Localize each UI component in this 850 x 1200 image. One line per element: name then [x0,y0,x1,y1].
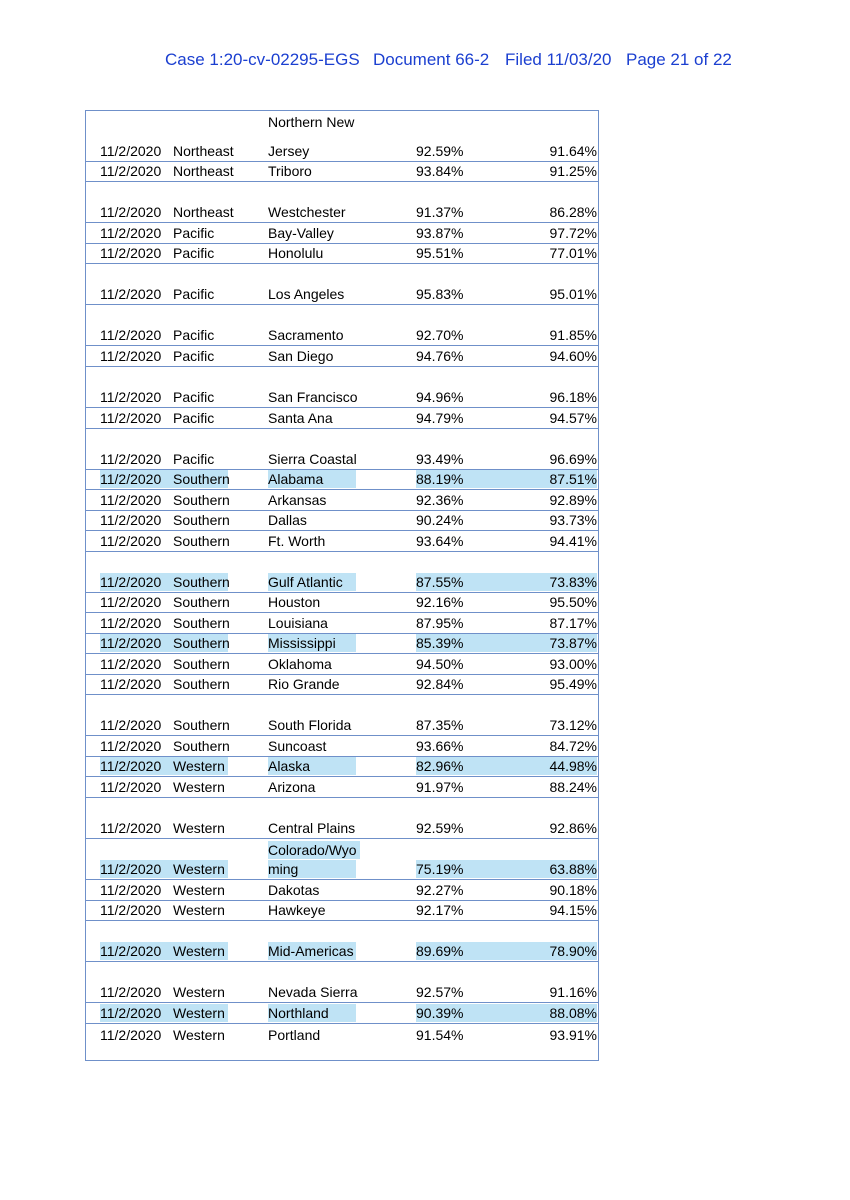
table-row [86,470,598,490]
percent-cell-2: 97.72% [549,225,597,241]
table-row [86,264,598,305]
filed-date: Filed 11/03/20 [505,50,612,69]
district-cell: San Diego [268,348,334,364]
table-row [86,921,598,962]
table-row [86,901,598,921]
district-cell: San Francisco [268,389,358,405]
area-cell: Pacific [173,410,215,426]
table-row [86,511,598,531]
district-cell: Northland [268,1004,356,1022]
date-cell: 11/2/2020 [100,470,173,488]
area-cell: Western [173,757,228,775]
table-row [86,839,598,880]
percent-cell-2: 94.60% [549,348,597,364]
area-cell: Northeast [173,204,234,220]
table-row [86,162,598,182]
district-cell: Oklahoma [268,656,332,672]
percent-cell-2: 73.83% [549,574,597,590]
table-row [86,367,598,408]
date-cell: 11/2/2020 [100,656,162,672]
table-row [86,346,598,367]
page-number: Page 21 of 22 [626,50,732,69]
percent-cell-2: 87.17% [549,615,597,631]
district-cell: Triboro [268,163,312,179]
percent-cell-1: 92.36% [416,492,464,508]
percent-cell-2: 91.16% [549,984,597,1000]
data-table [85,110,599,1061]
district-cell: ming [268,860,356,878]
percent-cell-1: 93.87% [416,225,464,241]
area-cell: Southern [173,635,230,651]
percent-cell-2: 96.18% [549,389,597,405]
percent-cell-2: 84.72% [549,738,597,754]
percent-cell-2: 92.86% [549,820,597,836]
date-cell: 11/2/2020 [100,860,173,878]
percent-cell-1: 90.39% [416,1004,597,1022]
percent-cell-1: 94.50% [416,656,464,672]
area-cell: Western [173,860,228,878]
percent-cell-1: 95.51% [416,245,464,261]
date-cell: 11/2/2020 [100,573,173,591]
district-cell: Mid-Americas [268,942,356,960]
area-cell: Pacific [173,286,215,302]
date-cell: 11/2/2020 [100,942,173,960]
area-cell: Pacific [173,451,215,467]
date-cell: 11/2/2020 [100,615,162,631]
district-cell: Bay-Valley [268,225,334,241]
percent-cell-1: 87.95% [416,615,464,631]
area-cell: Southern [173,738,230,754]
area-cell: Western [173,820,225,836]
area-cell: Pacific [173,348,215,364]
district-cell: Portland [268,1027,321,1043]
district-cell: Gulf Atlantic [268,573,356,591]
percent-cell-1: 87.35% [416,717,464,733]
area-cell: Southern [173,676,230,692]
district-cell: Hawkeye [268,902,326,918]
percent-cell-1: 89.69% [416,942,597,960]
area-cell: Northeast [173,143,234,159]
percent-cell-2: 87.51% [549,471,597,487]
percent-cell-1: 92.59% [416,820,464,836]
percent-cell-2: 86.28% [549,204,597,220]
percent-cell-1: 87.55% [416,573,597,591]
area-cell: Southern [173,656,230,672]
percent-cell-1: 82.96% [416,757,597,775]
date-cell: 11/2/2020 [100,286,162,302]
percent-cell-2: 78.90% [549,943,597,959]
percent-cell-1: 92.27% [416,882,464,898]
area-cell: Western [173,984,225,1000]
area-cell: Southern [173,471,230,487]
table-row [86,757,598,777]
percent-cell-2: 95.49% [549,676,597,692]
district-cell: Rio Grande [268,676,340,692]
percent-cell-1: 92.17% [416,902,464,918]
percent-cell-2: 90.18% [549,882,597,898]
district-cell-line1: Colorado/Wyo [268,841,360,859]
table-row [86,593,598,613]
percent-cell-2: 95.01% [549,286,597,302]
document-header [0,50,850,72]
percent-cell-2: 95.50% [549,594,597,610]
district-cell: Jersey [268,143,310,159]
date-cell: 11/2/2020 [100,1004,173,1022]
date-cell: 11/2/2020 [100,902,162,918]
percent-cell-1: 91.97% [416,779,464,795]
percent-cell-1: 93.49% [416,451,464,467]
date-cell: 11/2/2020 [100,143,162,159]
date-cell: 11/2/2020 [100,594,162,610]
area-cell: Southern [173,615,230,631]
date-cell: 11/2/2020 [100,348,162,364]
district-cell: Honolulu [268,245,324,261]
date-cell: 11/2/2020 [100,451,162,467]
date-cell: 11/2/2020 [100,163,162,179]
percent-cell-2: 73.87% [549,635,597,651]
percent-cell-1: 94.76% [416,348,464,364]
table-row [86,223,598,244]
percent-cell-2: 94.41% [549,533,597,549]
percent-cell-2: 73.12% [549,717,597,733]
table-row [86,552,598,593]
district-cell: Ft. Worth [268,533,326,549]
district-cell: Suncoast [268,738,327,754]
date-cell: 11/2/2020 [100,245,162,261]
date-cell: 11/2/2020 [100,492,162,508]
date-cell: 11/2/2020 [100,757,173,775]
percent-cell-1: 95.83% [416,286,464,302]
district-cell: Nevada Sierra [268,984,358,1000]
table-row [86,613,598,634]
date-cell: 11/2/2020 [100,512,162,528]
percent-cell-2: 93.91% [549,1027,597,1043]
date-cell: 11/2/2020 [100,327,162,343]
date-cell: 11/2/2020 [100,225,162,241]
table-row [86,654,598,675]
district-cell: Sacramento [268,327,344,343]
district-cell: Santa Ana [268,410,333,426]
percent-cell-2: 94.15% [549,902,597,918]
area-cell: Western [173,942,228,960]
district-cell: Arkansas [268,492,327,508]
table-row [86,634,598,654]
district-cell: Louisiana [268,615,328,631]
date-cell: 11/2/2020 [100,738,162,754]
area-cell: Pacific [173,245,215,261]
percent-cell-1: 93.66% [416,738,464,754]
percent-cell-1: 88.19% [416,470,597,488]
table-row [86,798,598,839]
percent-cell-1: 75.19% [416,860,597,878]
percent-cell-1: 90.24% [416,512,464,528]
case-number: Case 1:20-cv-02295-EGS [165,50,360,69]
percent-cell-1: 85.39% [416,634,597,652]
percent-cell-1: 92.70% [416,327,464,343]
percent-cell-2: 91.25% [549,163,597,179]
area-cell: Southern [173,512,230,528]
district-cell: Dallas [268,512,307,528]
district-cell: Alabama [268,470,356,488]
table-row [86,408,598,429]
area-cell: Southern [173,574,230,590]
district-cell: Central Plains [268,820,356,836]
district-cell: Arizona [268,779,316,795]
percent-cell-1: 93.84% [416,163,464,179]
district-cell: Alaska [268,757,356,775]
percent-cell-2: 92.89% [549,492,597,508]
district-cell: Westchester [268,204,346,220]
table-row [86,111,598,162]
percent-cell-2: 96.69% [549,451,597,467]
date-cell: 11/2/2020 [100,634,173,652]
table-row [86,244,598,264]
percent-cell-2: 44.98% [549,758,597,774]
percent-cell-2: 88.08% [549,1005,597,1021]
district-cell: Sierra Coastal [268,451,357,467]
table-row [86,880,598,901]
area-cell: Northeast [173,163,234,179]
area-cell: Pacific [173,389,215,405]
table-row [86,305,598,346]
percent-cell-1: 92.59% [416,143,464,159]
table-row [86,736,598,757]
document-number: Document 66-2 [373,50,490,69]
district-cell: Mississippi [268,634,356,652]
percent-cell-2: 91.64% [549,143,597,159]
district-cell: Houston [268,594,321,610]
district-cell: South Florida [268,717,352,733]
percent-cell-1: 93.64% [416,533,464,549]
date-cell: 11/2/2020 [100,717,162,733]
table-row [86,490,598,511]
table-row [86,695,598,736]
percent-cell-1: 92.16% [416,594,464,610]
district-cell: Los Angeles [268,286,345,302]
area-cell: Western [173,1004,228,1022]
table-row [86,1003,598,1024]
date-cell: 11/2/2020 [100,1027,162,1043]
table-row [86,777,598,798]
table-row [86,1024,598,1045]
date-cell: 11/2/2020 [100,533,162,549]
table-body [86,111,598,1045]
area-cell: Western [173,882,225,898]
percent-cell-1: 91.37% [416,204,464,220]
date-cell: 11/2/2020 [100,984,162,1000]
table-row [86,429,598,470]
percent-cell-1: 94.79% [416,410,464,426]
percent-cell-1: 91.54% [416,1027,464,1043]
area-cell: Pacific [173,225,215,241]
district-cell: Dakotas [268,882,320,898]
table-row [86,182,598,223]
date-cell: 11/2/2020 [100,882,162,898]
area-cell: Pacific [173,327,215,343]
date-cell: 11/2/2020 [100,204,162,220]
percent-cell-1: 94.96% [416,389,464,405]
area-cell: Southern [173,492,230,508]
percent-cell-2: 91.85% [549,327,597,343]
district-cell-line1: Northern New [268,114,355,130]
percent-cell-1: 92.84% [416,676,464,692]
percent-cell-2: 94.57% [549,410,597,426]
table-row [86,962,598,1003]
table-row [86,675,598,695]
area-cell: Southern [173,717,230,733]
area-cell: Western [173,1027,225,1043]
percent-cell-2: 88.24% [549,779,597,795]
table-row [86,531,598,552]
percent-cell-2: 93.00% [549,656,597,672]
date-cell: 11/2/2020 [100,779,162,795]
area-cell: Southern [173,594,230,610]
date-cell: 11/2/2020 [100,676,162,692]
percent-cell-1: 92.57% [416,984,464,1000]
percent-cell-2: 63.88% [549,861,597,877]
percent-cell-2: 77.01% [549,245,597,261]
area-cell: Western [173,902,225,918]
area-cell: Western [173,779,225,795]
percent-cell-2: 93.73% [549,512,597,528]
area-cell: Southern [173,533,230,549]
date-cell: 11/2/2020 [100,389,162,405]
date-cell: 11/2/2020 [100,410,162,426]
date-cell: 11/2/2020 [100,820,162,836]
